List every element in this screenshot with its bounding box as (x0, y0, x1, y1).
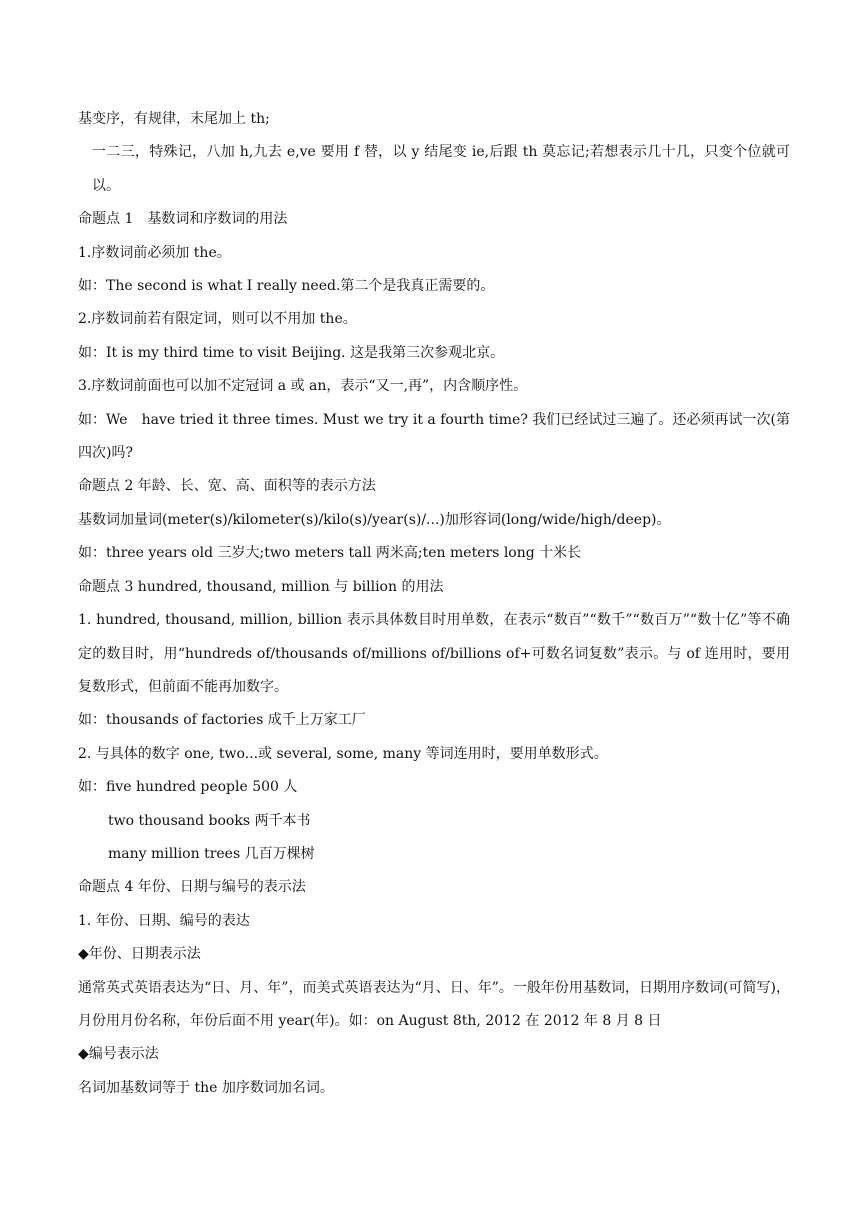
point-1-1: 1.序数词前必须加 the。 (78, 244, 231, 261)
section-heading-3: 命题点 3 hundred, thousand, million 与 billion 的用法 (78, 578, 444, 595)
example-3-2a: 如：five hundred people 500 人 (78, 779, 298, 796)
point-4-1: 1. 年份、日期、编号的表达 (78, 912, 250, 929)
section-heading-1: 命题点 1 基数词和序数词的用法 (78, 211, 288, 228)
year-date-explanation: 通常英式英语表达为“日、月、年”，而美式英语表达为“月、日、年”。一般年份用基数词，日期用序数词(可简写)，月份用月份名称，年份后面不用 year(年)。如：on August 8th, 2012 在 2012 年 8 月 8 日 (78, 979, 790, 1029)
document-body (78, 103, 790, 1105)
section-heading-2: 命题点 2 年龄、长、宽、高、面积等的表示方法 (78, 478, 376, 495)
subheading-year-date: ◆年份、日期表示法 (78, 946, 201, 963)
rule-line-suffix: 基变序，有规律，末尾加上 th; (78, 111, 270, 127)
example-1-2: 如：It is my third time to visit Beijing. 这是我第三次参观北京。 (78, 344, 505, 361)
section-heading-4: 命题点 4 年份、日期与编号的表示法 (78, 879, 306, 896)
example-2: 如：three years old 三岁大;two meters tall 两米高;ten meters long 十米长 (78, 545, 582, 562)
example-3-2c: many million trees 几百万棵树 (108, 845, 315, 862)
rule-line-exceptions: 一二三，特殊记，八加 h,九去 e,ve 要用 f 替，以 y 结尾变 ie,后跟 th 莫忘记;若想表示几十几，只变个位就可以。 (92, 144, 790, 194)
example-1-1: 如：The second is what I really need.第二个是我真正需要的。 (78, 278, 495, 295)
point-3-2: 2. 与具体的数字 one, two...或 several, some, many 等词连用时，要用单数形式。 (78, 745, 608, 762)
example-3-2b: two thousand books 两千本书 (108, 812, 311, 829)
example-3-1: 如：thousands of factories 成千上万家工厂 (78, 712, 366, 729)
example-1-3: 如：We have tried it three times. Must we try it a fourth time? 我们已经试过三遍了。还必须再试一次(第四次)吗? (78, 411, 790, 462)
point-2-rule: 基数词加量词(meter(s)/kilometer(s)/kilo(s)/year(s)/...)加形容词(long/wide/high/deep)。 (78, 511, 671, 528)
subheading-numbering: ◆编号表示法 (78, 1046, 159, 1063)
point-1-3: 3.序数词前面也可以加不定冠词 a 或 an，表示“又一,再”，内含顺序性。 (78, 378, 528, 395)
numbering-explanation: 名词加基数词等于 the 加序数词加名词。 (78, 1079, 334, 1096)
point-1-2: 2.序数词前若有限定词，则可以不用加 the。 (78, 311, 357, 328)
point-3-1: 1. hundred, thousand, million, billion 表示具体数目时用单数，在表示“数百”“数千”“数百万”“数十亿”等不确定的数目时，用“hundreds of/thousands of/millions of/billions of+可数名词复数”表示。与 of 连用时，要用复数形式，但前面不能再加数字。 (78, 612, 790, 695)
